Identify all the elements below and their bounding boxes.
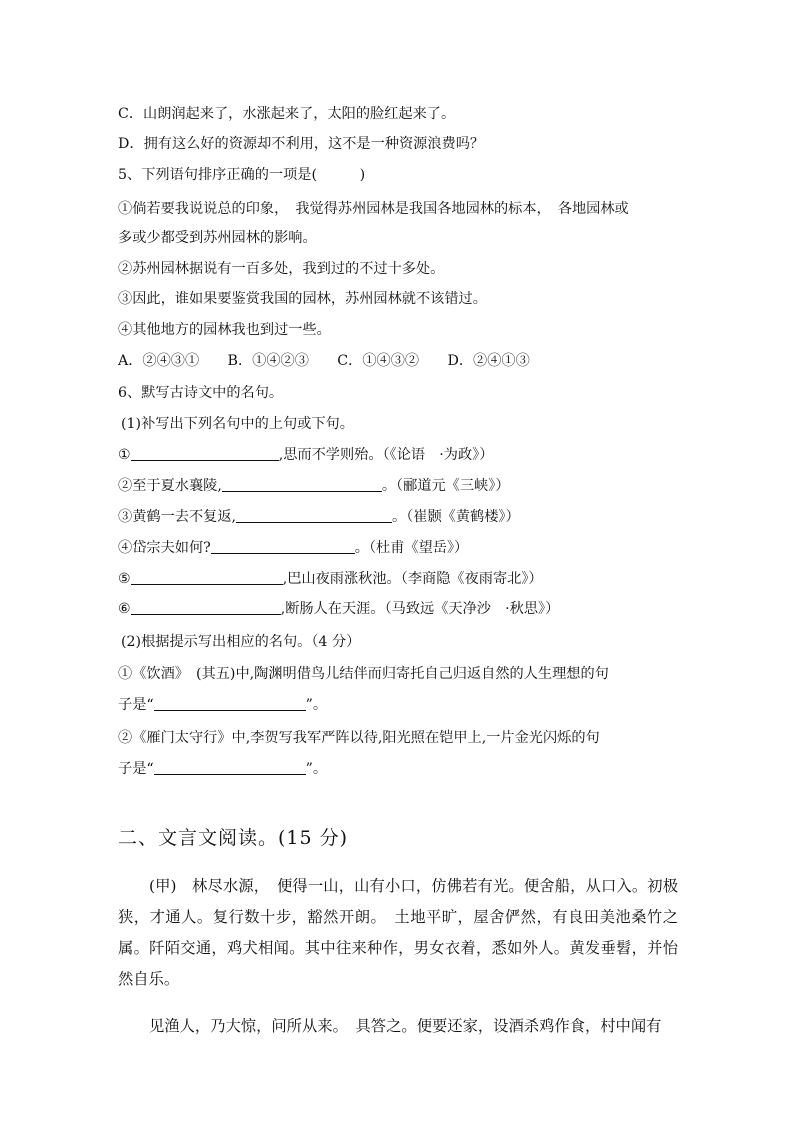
fill-line-6: ⑥ ,断肠人在天涯。（马致远《天净沙 ·秋思》） <box>118 601 560 617</box>
question-5-options: A．②④③① B．①④②③ C．①④③② D．②④①③ <box>118 353 530 369</box>
fill-line-1: ① ,思而不学则殆。（《论语 ·为政》） <box>118 447 494 463</box>
answer-blank[interactable] <box>236 509 392 523</box>
prompt-2-line-1: ②《雁门太守行》中,李贺写我军严阵以待,阳光照在铠甲上,一片金光闪烁的句 <box>118 730 600 746</box>
answer-blank[interactable] <box>211 540 355 554</box>
question-6-stem: 6、默写古诗文中的名句。 <box>118 385 284 401</box>
prompt-1-line-2: 子是“ ”。 <box>118 697 328 713</box>
fill-line-3: ③黄鹤一去不复返, 。（崔颢《黄鹤楼》） <box>118 509 520 525</box>
fill-line-2: ②至于夏水襄陵, 。（郦道元《三峡》） <box>118 478 510 494</box>
prompt-2-line-2: 子是“ ”。 <box>118 761 328 777</box>
passage-paragraph-2: 见渔人，乃大惊，问所从来。 具答之。便要还家，设酒杀鸡作食，村中闻有 <box>149 1017 662 1035</box>
passage-paragraph-1: (甲) 林尽水源， 便得一山，山有小口，仿佛若有光。便舍船，从口入。初极狭，才通人。复行数十步，豁然开朗。 土地平旷，屋舍俨然，有良田美池桑竹之属。阡陌交通，鸡犬相闻。其中往来种作，男女衣着，悉如外人。黄发垂髫，并怡然自乐。 <box>118 877 678 988</box>
sentence-1-line-1: ①倘若要我说说总的印象， 我觉得苏州园林是我国各地园林的标本， 各地园林或 <box>118 201 629 217</box>
fill-line-5: ⑤ ,巴山夜雨涨秋池。（李商隐《夜雨寄北》） <box>118 571 543 587</box>
sentence-3: ③因此，谁如果要鉴赏我国的园林，苏州园林就不该错过。 <box>118 291 487 307</box>
answer-blank[interactable] <box>131 571 283 585</box>
sentence-2: ②苏州园林据说有一百多处，我到过的不过十多处。 <box>118 261 445 277</box>
sentence-1-line-2: 多或少都受到苏州园林的影响。 <box>118 230 317 246</box>
answer-blank[interactable] <box>131 447 279 461</box>
option-c: C．山朗润起来了，水涨起来了，太阳的脸红起来了。 <box>118 106 456 122</box>
section-2-heading: 二、文言文阅读。(15 分) <box>118 827 349 849</box>
fill-line-4: ④岱宗夫如何? 。（杜甫《望岳》） <box>118 540 469 556</box>
sub-question-1: (1)补写出下列名句中的上句或下句。 <box>121 416 354 432</box>
sub-question-2: (2)根据提示写出相应的名句。（4 分） <box>121 634 361 650</box>
answer-blank[interactable] <box>154 761 306 775</box>
prompt-1-line-1: ①《饮酒》 (其五)中,陶渊明借鸟儿结伴而归寄托自己归返自然的人生理想的句 <box>118 666 609 682</box>
question-5-stem: 5、下列语句排序正确的一项是( ) <box>118 167 366 183</box>
answer-blank[interactable] <box>154 697 306 711</box>
answer-blank[interactable] <box>131 601 281 615</box>
sentence-4: ④其他地方的园林我也到过一些。 <box>118 322 331 338</box>
answer-blank[interactable] <box>222 478 382 492</box>
option-d: D．拥有这么好的资源却不利用，这不是一种资源浪费吗？ <box>118 136 485 152</box>
